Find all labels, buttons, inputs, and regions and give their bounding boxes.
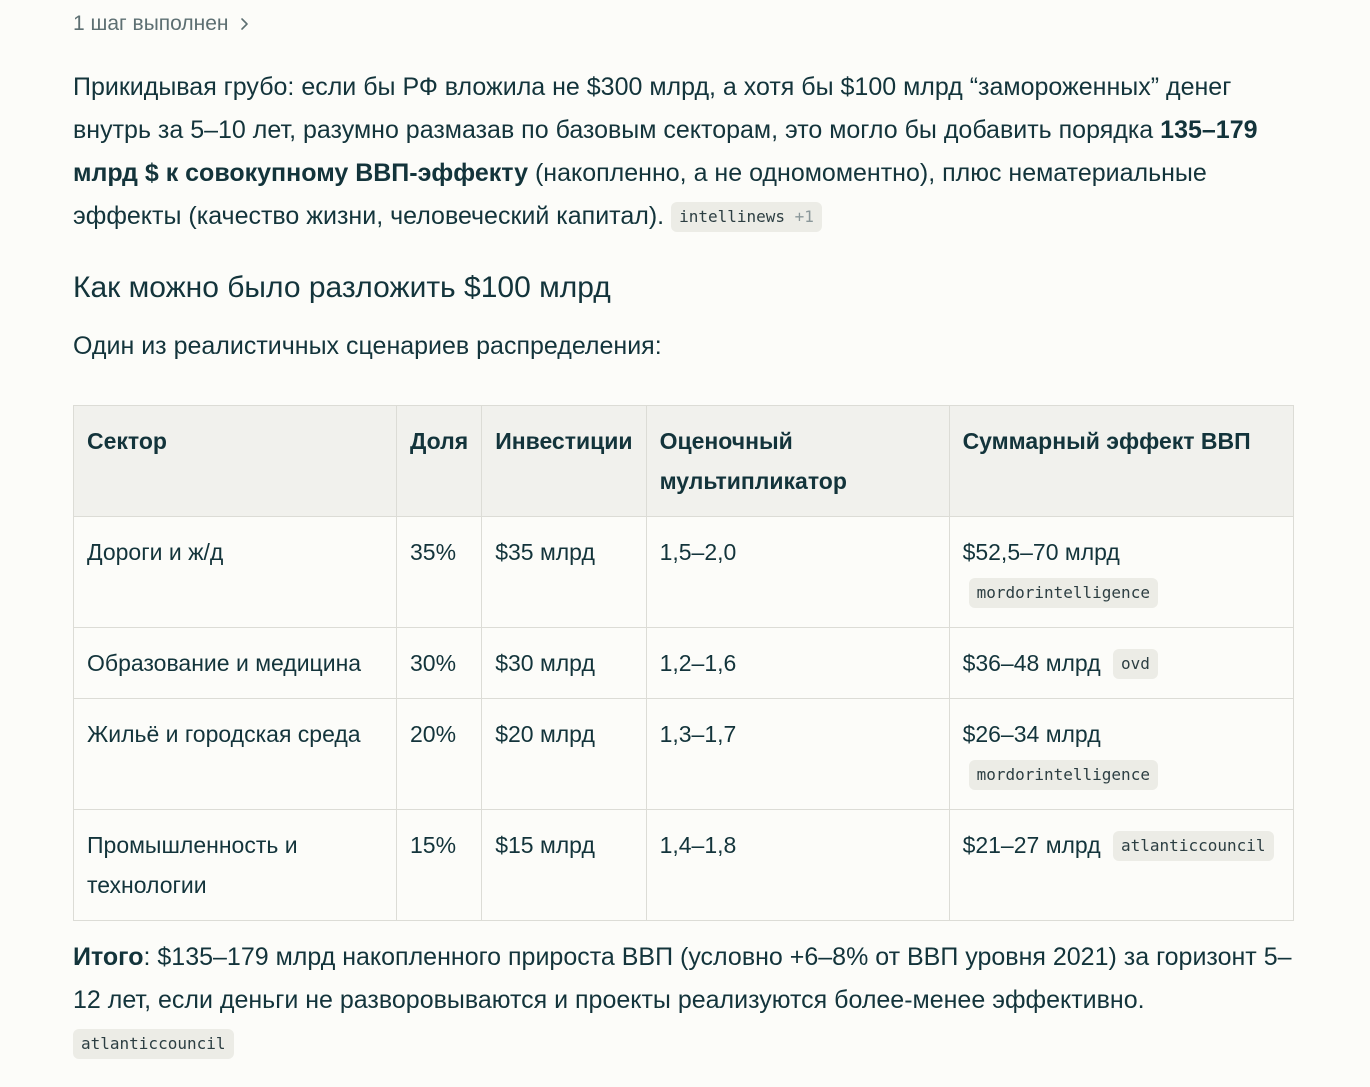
citation-more-count: +1 (794, 207, 814, 226)
cell-sector: Дороги и ж/д (74, 517, 397, 628)
steps-completed-toggle[interactable] (73, 12, 251, 36)
citation-chip[interactable]: ovd (1113, 649, 1158, 679)
cell-gdp-effect (949, 699, 1293, 810)
citation-source: intellinews (679, 207, 786, 226)
header-gdp-effect: Суммарный эффект ВВП (949, 406, 1293, 517)
cell-multiplier: 1,4–1,8 (646, 810, 949, 921)
chevron-right-icon (237, 17, 251, 31)
cell-gdp-effect (949, 628, 1293, 699)
effect-value: $21–27 млрд (962, 832, 1101, 858)
effect-value: $36–48 млрд (962, 650, 1101, 676)
cell-investment: $15 млрд (482, 810, 646, 921)
table-row (74, 517, 1294, 628)
cell-multiplier: 1,3–1,7 (646, 699, 949, 810)
cell-investment: $35 млрд (482, 517, 646, 628)
cell-share: 15% (397, 810, 482, 921)
lead-text: Один из реалистичных сценариев распределения: (73, 332, 662, 360)
section-heading: Как можно было разложить $100 млрд (73, 271, 611, 304)
cell-sector: Промышленность и технологии (74, 810, 397, 921)
citation-chip[interactable]: mordorintelligence (969, 578, 1158, 608)
table-row (74, 810, 1294, 921)
steps-completed-label: 1 шаг выполнен (73, 12, 229, 35)
citation-chip[interactable]: mordorintelligence (969, 760, 1158, 790)
cell-multiplier: 1,5–2,0 (646, 517, 949, 628)
citation-chip[interactable] (671, 202, 822, 232)
cell-sector: Жильё и городская среда (74, 699, 397, 810)
allocation-table (73, 405, 1294, 921)
cell-share: 30% (397, 628, 482, 699)
citation-chip[interactable]: atlanticcouncil (73, 1029, 234, 1059)
cell-investment: $20 млрд (482, 699, 646, 810)
intro-text-after: (накопленно, а не одномоментно), плюс нематериальные эффекты (качество жизни, человеческий капитал). (73, 159, 1207, 230)
intro-bold-text: 135–179 млрд $ к совокупному ВВП-эффекту (73, 116, 1258, 187)
effect-value: $52,5–70 млрд (962, 539, 1120, 565)
header-share: Доля (397, 406, 482, 517)
summary-text: : $135–179 млрд накопленного прироста ВВП (условно +6–8% от ВВП уровня 2021) за горизонт 5–12 лет, если деньги не разворовываются и проекты реализуются более-менее эффективно. (73, 943, 1292, 1014)
table-header-row (74, 406, 1294, 517)
intro-text-before: Прикидывая грубо: если бы РФ вложила не $300 млрд, а хотя бы $100 млрд “замороженных” денег внутрь за 5–10 лет, разумно размазав по базовым секторам, это могло бы добавить порядка (73, 73, 1232, 144)
effect-value: $26–34 млрд (962, 721, 1101, 747)
table-row (74, 699, 1294, 810)
summary-paragraph (73, 936, 1298, 1065)
summary-bold-label: Итого (73, 943, 144, 971)
cell-sector: Образование и медицина (74, 628, 397, 699)
cell-multiplier: 1,2–1,6 (646, 628, 949, 699)
cell-share: 20% (397, 699, 482, 810)
cell-gdp-effect (949, 517, 1293, 628)
cell-investment: $30 млрд (482, 628, 646, 699)
cell-share: 35% (397, 517, 482, 628)
header-multiplier: Оценочный мультипликатор (646, 406, 949, 517)
citation-chip[interactable]: atlanticcouncil (1113, 831, 1274, 861)
cell-gdp-effect (949, 810, 1293, 921)
intro-paragraph (73, 66, 1298, 238)
header-investment: Инвестиции (482, 406, 646, 517)
table-row (74, 628, 1294, 699)
header-sector: Сектор (74, 406, 397, 517)
